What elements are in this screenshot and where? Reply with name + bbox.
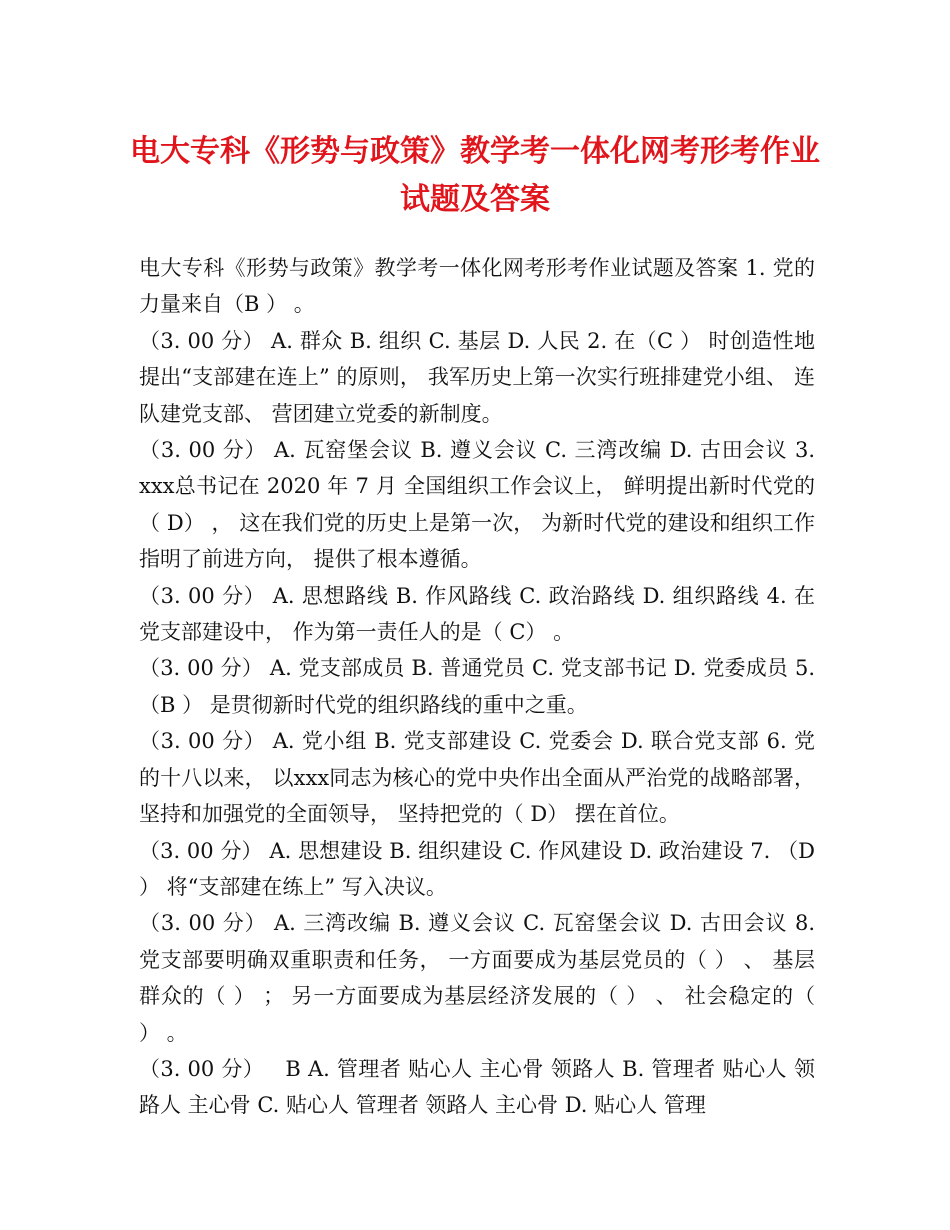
paragraph: （3. 00 分） A. 三湾改编 B. 遵义会议 C. 瓦窑堡会议 D. 古田会议 8. 党支部要明确双重职责和任务， 一方面要成为基层党员的（ ） 、 基层群众的（ ） ； 另一方面要成为基层经济发展的（ ） 、 社会稳定的（ ） 。 bbox=[139, 911, 822, 1045]
paragraph: （3. 00 分） A. 群众 B. 组织 C. 基层 D. 人民 2. 在（C ） 时创造性地提出“支部建在连上” 的原则， 我军历史上第一次实行班排建党小组、 连队建党支部、 营团建立党委的新制度。 bbox=[139, 328, 815, 426]
document-title: 电大专科《形势与政策》教学考一体化网考形考作业试题及答案 bbox=[130, 134, 820, 217]
paragraph: （3. 00 分） A. 党支部成员 B. 普通党员 C. 党支部书记 D. 党委成员 5. （B ） 是贯彻新时代党的组织路线的重中之重。 bbox=[139, 656, 822, 717]
paragraph: 电大专科《形势与政策》教学考一体化网考形考作业试题及答案 1. 党的力量来自（B ） 。 bbox=[139, 256, 815, 317]
paragraph: （3. 00 分） A. 思想建设 B. 组织建设 C. 作风建设 D. 政治建设 7. （D ） 将“支部建在练上” 写入决议。 bbox=[139, 838, 822, 899]
paragraph: （3. 00 分） A. 思想路线 B. 作风路线 C. 政治路线 D. 组织路线 4. 在党支部建设中， 作为第一责任人的是（ C） 。 bbox=[139, 583, 815, 645]
paragraph: （3. 00 分） B A. 管理者 贴心人 主心骨 领路人 B. 管理者 贴心人 领路人 主心骨 C. 贴心人 管理者 领路人 主心骨 D. 贴心人 管理 bbox=[139, 1056, 815, 1118]
paragraph: （3. 00 分） A. 瓦窑堡会议 B. 遵义会议 C. 三湾改编 D. 古田会议 3. xxx总书记在 2020 年 7 月 全国组织工作会议上， 鲜明提出新时代党的（ D） ， 这在我们党的历史上是第一次， 为新时代党的建设和组织工作指明了前进方向， 提供了根本遵循。 bbox=[139, 438, 822, 572]
document-body bbox=[139, 250, 822, 1124]
paragraph: （3. 00 分） A. 党小组 B. 党支部建设 C. 党委会 D. 联合党支部 6. 党的十八以来， 以xxx同志为核心的党中央作出全面从严治党的战略部署， 坚持和加强党的全面领导， 坚持把党的（ D） 摆在首位。 bbox=[139, 729, 822, 827]
